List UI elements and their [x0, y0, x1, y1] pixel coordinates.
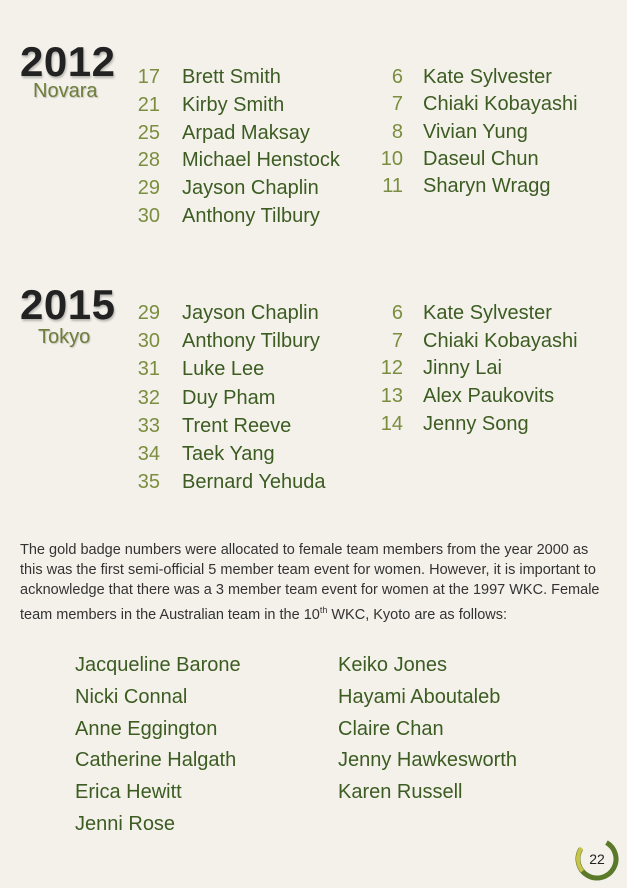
explanatory-paragraph [20, 540, 610, 625]
badge-number: 29 [137, 302, 160, 324]
member-name: Kate Sylvester [423, 302, 552, 324]
member-name: Luke Lee [182, 358, 265, 381]
badge-number: 10 [380, 147, 403, 170]
badge-number: 17 [137, 66, 160, 88]
member-name: Anthony Tilbury [182, 205, 320, 227]
badge-number: 7 [391, 93, 403, 116]
female-member-name: Hayami Aboutaleb [338, 685, 501, 708]
badge-number: 13 [380, 385, 403, 408]
member-name: Kate Sylvester [423, 66, 552, 88]
badge-number: 29 [137, 177, 160, 200]
badge-number: 28 [137, 149, 160, 172]
badge-number: 35 [137, 471, 160, 494]
member-name: Bernard Yehuda [182, 471, 326, 494]
female-member-name: Jenni Rose [75, 813, 176, 835]
member-name: Jayson Chaplin [182, 177, 319, 200]
badge-number: 30 [137, 205, 160, 227]
badge-number: 31 [137, 358, 160, 381]
member-name: Brett Smith [182, 66, 281, 88]
badge-number: 14 [380, 412, 403, 435]
badge-number: 33 [137, 414, 160, 437]
member-name: Jinny Lai [423, 357, 502, 380]
year-heading: 2012 [20, 38, 116, 85]
paragraph-text-end: WKC, Kyoto are as follows: [327, 606, 508, 623]
badge-number: 32 [137, 386, 160, 409]
female-member-name: Erica Hewitt [75, 781, 182, 804]
badge-number: 34 [137, 443, 160, 465]
ordinal-suffix: th [319, 605, 328, 615]
member-name: Kirby Smith [182, 93, 285, 116]
female-member-name: Nicki Connal [75, 685, 188, 708]
city-label: Novara [33, 80, 98, 102]
female-member-name: Catherine Halgath [75, 749, 237, 772]
badge-number: 30 [137, 330, 160, 353]
member-name: Michael Henstock [182, 149, 340, 172]
badge-number: 25 [137, 121, 160, 144]
member-name: Duy Pham [182, 386, 276, 409]
badge-number: 6 [391, 302, 403, 324]
badge-number: 7 [391, 329, 403, 352]
female-member-name: Claire Chan [338, 717, 444, 740]
female-member-name: Jenny Hawkesworth [338, 749, 517, 772]
member-name: Trent Reeve [182, 414, 292, 437]
member-name: Sharyn Wragg [423, 175, 551, 198]
badge-number: 6 [391, 66, 403, 88]
year-heading: 2015 [20, 281, 116, 328]
member-name: Taek Yang [182, 443, 275, 465]
member-name: Jenny Song [423, 412, 529, 435]
female-member-name: Karen Russell [338, 781, 463, 804]
female-member-name: Jacqueline Barone [75, 654, 241, 676]
badge-number: 21 [137, 93, 160, 116]
member-name: Chiaki Kobayashi [423, 93, 578, 116]
member-name: Jayson Chaplin [182, 302, 319, 324]
member-name: Alex Paukovits [423, 385, 555, 408]
female-member-name: Keiko Jones [338, 654, 447, 676]
member-name: Chiaki Kobayashi [423, 329, 578, 352]
member-name: Vivian Yung [423, 120, 528, 143]
member-name: Daseul Chun [423, 147, 539, 170]
paragraph-text: The gold badge numbers were allocated to female team members from the year 2000 as this was the first semi-official 5 member team event for women. However, it is important to acknowledge that there was a 3 member team event for women at the 1997 WKC. Female team members in the Australian team in the 10 [20, 542, 600, 623]
female-member-name: Anne Eggington [75, 717, 218, 740]
member-name: Arpad Maksay [182, 121, 310, 144]
page-number-badge [574, 836, 620, 882]
member-name: Anthony Tilbury [182, 330, 320, 353]
badge-number: 11 [382, 175, 403, 198]
badge-number: 12 [380, 357, 403, 380]
page-number: 22 [589, 851, 605, 867]
city-label: Tokyo [38, 326, 91, 348]
badge-number: 8 [391, 120, 403, 143]
